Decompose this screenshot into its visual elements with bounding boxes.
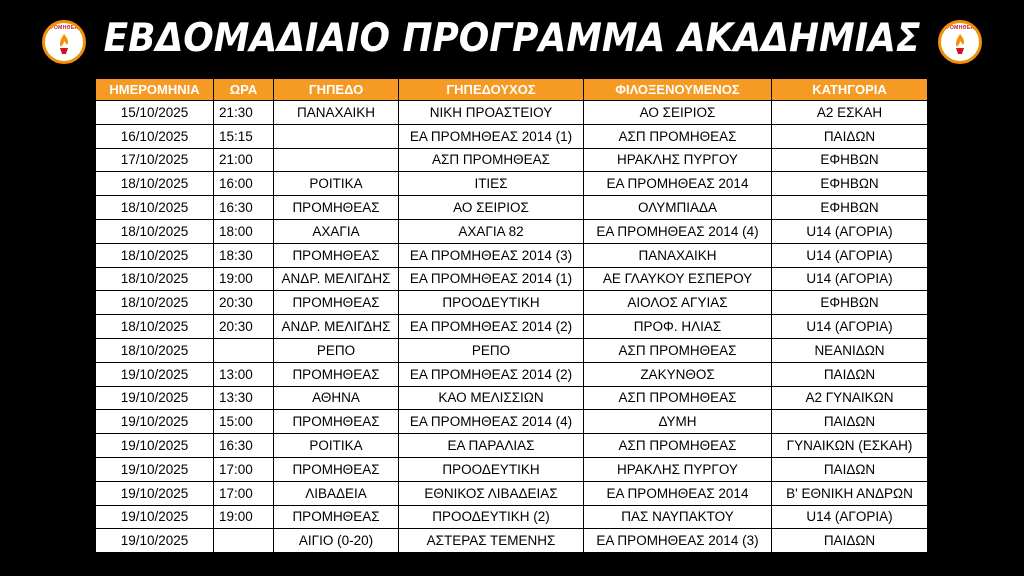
table-row <box>96 172 928 196</box>
table-row <box>96 124 928 148</box>
category-cell: ΠΑΙΔΩΝ <box>772 457 928 481</box>
home-team-cell: ΙΤΙΕΣ <box>399 172 584 196</box>
time-cell: 16:30 <box>214 196 274 220</box>
category-cell: ΕΦΗΒΩΝ <box>772 291 928 315</box>
away-team-cell: ΠΡΟΦ. ΗΛΙΑΣ <box>584 315 772 339</box>
away-team-cell: ΠΑΝΑΧΑΙΚΗ <box>584 243 772 267</box>
category-cell: Β' ΕΘΝΙΚΗ ΑΝΔΡΩΝ <box>772 481 928 505</box>
venue-cell: ΡΕΠΟ <box>274 338 399 362</box>
venue-cell <box>274 148 399 172</box>
category-cell: ΠΑΙΔΩΝ <box>772 124 928 148</box>
date-cell: 19/10/2025 <box>96 434 214 458</box>
home-team-cell: ΕΑ ΠΡΟΜΗΘΕΑΣ 2014 (2) <box>399 362 584 386</box>
date-cell: 18/10/2025 <box>96 267 214 291</box>
date-cell: 18/10/2025 <box>96 219 214 243</box>
table-row <box>96 362 928 386</box>
category-cell: Α2 ΓΥΝΑΙΚΩΝ <box>772 386 928 410</box>
away-team-cell: ΕΑ ΠΡΟΜΗΘΕΑΣ 2014 (3) <box>584 529 772 553</box>
away-team-cell: ΕΑ ΠΡΟΜΗΘΕΑΣ 2014 <box>584 481 772 505</box>
table-row <box>96 481 928 505</box>
table-row <box>96 267 928 291</box>
venue-cell: ΡΟΙΤΙΚΑ <box>274 434 399 458</box>
time-cell: 15:00 <box>214 410 274 434</box>
category-cell: Α2 ΕΣΚΑΗ <box>772 101 928 125</box>
table-row <box>96 196 928 220</box>
venue-cell: ΑΘΗΝΑ <box>274 386 399 410</box>
date-cell: 19/10/2025 <box>96 529 214 553</box>
date-cell: 16/10/2025 <box>96 124 214 148</box>
category-cell: U14 (ΑΓΟΡΙΑ) <box>772 315 928 339</box>
category-cell: ΕΦΗΒΩΝ <box>772 196 928 220</box>
table-row <box>96 457 928 481</box>
home-team-cell: ΕΑ ΠΡΟΜΗΘΕΑΣ 2014 (1) <box>399 267 584 291</box>
home-team-cell: ΕΑ ΠΑΡΑΛΙΑΣ <box>399 434 584 458</box>
venue-cell: ΠΑΝΑΧΑΙΚΗ <box>274 101 399 125</box>
date-cell: 19/10/2025 <box>96 457 214 481</box>
date-cell: 18/10/2025 <box>96 315 214 339</box>
column-header-time: ΩΡΑ <box>214 79 274 101</box>
date-cell: 18/10/2025 <box>96 338 214 362</box>
home-team-cell: ΡΕΠΟ <box>399 338 584 362</box>
date-cell: 15/10/2025 <box>96 101 214 125</box>
date-cell: 18/10/2025 <box>96 291 214 315</box>
home-team-cell: ΕΑ ΠΡΟΜΗΘΕΑΣ 2014 (2) <box>399 315 584 339</box>
flame-torch-icon <box>947 31 973 57</box>
home-team-cell: ΕΑ ΠΡΟΜΗΘΕΑΣ 2014 (1) <box>399 124 584 148</box>
time-cell: 20:30 <box>214 291 274 315</box>
logo-text: ΠΡΟΜΗΘΕΑΣ <box>46 25 82 31</box>
home-team-cell: ΠΡΟΟΔΕΥΤΙΚΗ <box>399 291 584 315</box>
date-cell: 19/10/2025 <box>96 410 214 434</box>
date-cell: 19/10/2025 <box>96 481 214 505</box>
table-row <box>96 505 928 529</box>
time-cell: 16:30 <box>214 434 274 458</box>
category-cell: ΓΥΝΑΙΚΩΝ (ΕΣΚΑΗ) <box>772 434 928 458</box>
home-team-cell: ΚΑΟ ΜΕΛΙΣΣΙΩΝ <box>399 386 584 410</box>
date-cell: 17/10/2025 <box>96 148 214 172</box>
away-team-cell: ΑΣΠ ΠΡΟΜΗΘΕΑΣ <box>584 338 772 362</box>
away-team-cell: ΔΥΜΗ <box>584 410 772 434</box>
home-team-cell: ΠΡΟΟΔΕΥΤΙΚΗ <box>399 457 584 481</box>
venue-cell: ΑΙΓΙΟ (0-20) <box>274 529 399 553</box>
away-team-cell: ΑΕ ΓΛΑΥΚΟΥ ΕΣΠΕΡΟΥ <box>584 267 772 291</box>
home-team-cell: ΕΑ ΠΡΟΜΗΘΕΑΣ 2014 (4) <box>399 410 584 434</box>
table-row <box>96 529 928 553</box>
date-cell: 19/10/2025 <box>96 362 214 386</box>
venue-cell: ΑΝΔΡ. ΜΕΛΙΓΔΗΣ <box>274 315 399 339</box>
time-cell: 21:30 <box>214 101 274 125</box>
table-row <box>96 243 928 267</box>
home-team-cell: ΑΧΑΓΙΑ 82 <box>399 219 584 243</box>
time-cell: 21:00 <box>214 148 274 172</box>
table-row <box>96 386 928 410</box>
venue-cell: ΠΡΟΜΗΘΕΑΣ <box>274 505 399 529</box>
away-team-cell: ΠΑΣ ΝΑΥΠΑΚΤΟΥ <box>584 505 772 529</box>
column-header-away: ΦΙΛΟΞΕΝΟΥΜΕΝΟΣ <box>584 79 772 101</box>
time-cell <box>214 529 274 553</box>
category-cell: U14 (ΑΓΟΡΙΑ) <box>772 243 928 267</box>
time-cell: 18:00 <box>214 219 274 243</box>
time-cell: 20:30 <box>214 315 274 339</box>
away-team-cell: ΑΣΠ ΠΡΟΜΗΘΕΑΣ <box>584 386 772 410</box>
home-team-cell: ΑΣΠ ΠΡΟΜΗΘΕΑΣ <box>399 148 584 172</box>
category-cell: ΕΦΗΒΩΝ <box>772 148 928 172</box>
table-row <box>96 410 928 434</box>
column-header-home: ΓΗΠΕΔΟΥΧΟΣ <box>399 79 584 101</box>
column-header-category: ΚΑΤΗΓΟΡΙΑ <box>772 79 928 101</box>
home-team-cell: ΑΟ ΣΕΙΡΙΟΣ <box>399 196 584 220</box>
venue-cell: ΠΡΟΜΗΘΕΑΣ <box>274 243 399 267</box>
home-team-cell: ΕΘΝΙΚΟΣ ΛΙΒΑΔΕΙΑΣ <box>399 481 584 505</box>
table-row <box>96 338 928 362</box>
time-cell: 17:00 <box>214 481 274 505</box>
category-cell: ΠΑΙΔΩΝ <box>772 529 928 553</box>
category-cell: U14 (ΑΓΟΡΙΑ) <box>772 505 928 529</box>
time-cell: 19:00 <box>214 505 274 529</box>
time-cell: 16:00 <box>214 172 274 196</box>
time-cell <box>214 338 274 362</box>
venue-cell: ΡΟΙΤΙΚΑ <box>274 172 399 196</box>
home-team-cell: ΑΣΤΕΡΑΣ ΤΕΜΕΝΗΣ <box>399 529 584 553</box>
time-cell: 15:15 <box>214 124 274 148</box>
away-team-cell: ΗΡΑΚΛΗΣ ΠΥΡΓΟΥ <box>584 457 772 481</box>
table-row <box>96 101 928 125</box>
away-team-cell: ΑΙΟΛΟΣ ΑΓΥΙΑΣ <box>584 291 772 315</box>
category-cell: U14 (ΑΓΟΡΙΑ) <box>772 219 928 243</box>
venue-cell: ΠΡΟΜΗΘΕΑΣ <box>274 291 399 315</box>
venue-cell: ΠΡΟΜΗΘΕΑΣ <box>274 410 399 434</box>
logo-text: ΠΡΟΜΗΘΕΑΣ <box>942 25 978 31</box>
table-row <box>96 219 928 243</box>
home-team-cell: ΕΑ ΠΡΟΜΗΘΕΑΣ 2014 (3) <box>399 243 584 267</box>
date-cell: 18/10/2025 <box>96 196 214 220</box>
away-team-cell: ΖΑΚΥΝΘΟΣ <box>584 362 772 386</box>
table-row <box>96 148 928 172</box>
away-team-cell: ΑΣΠ ΠΡΟΜΗΘΕΑΣ <box>584 124 772 148</box>
schedule-body <box>96 101 928 553</box>
table-row <box>96 315 928 339</box>
category-cell: ΕΦΗΒΩΝ <box>772 172 928 196</box>
venue-cell: ΑΧΑΓΙΑ <box>274 219 399 243</box>
date-cell: 18/10/2025 <box>96 172 214 196</box>
away-team-cell: ΕΑ ΠΡΟΜΗΘΕΑΣ 2014 (4) <box>584 219 772 243</box>
category-cell: ΠΑΙΔΩΝ <box>772 410 928 434</box>
home-team-cell: ΠΡΟΟΔΕΥΤΙΚΗ (2) <box>399 505 584 529</box>
category-cell: ΝΕΑΝΙΔΩΝ <box>772 338 928 362</box>
table-header-row <box>96 79 928 101</box>
category-cell: U14 (ΑΓΟΡΙΑ) <box>772 267 928 291</box>
away-team-cell: ΟΛΥΜΠΙΑΔΑ <box>584 196 772 220</box>
table-row <box>96 434 928 458</box>
table-row <box>96 291 928 315</box>
away-team-cell: ΑΣΠ ΠΡΟΜΗΘΕΑΣ <box>584 434 772 458</box>
date-cell: 19/10/2025 <box>96 386 214 410</box>
time-cell: 13:30 <box>214 386 274 410</box>
venue-cell <box>274 124 399 148</box>
category-cell: ΠΑΙΔΩΝ <box>772 362 928 386</box>
venue-cell: ΠΡΟΜΗΘΕΑΣ <box>274 362 399 386</box>
time-cell: 18:30 <box>214 243 274 267</box>
away-team-cell: ΑΟ ΣΕΙΡΙΟΣ <box>584 101 772 125</box>
club-logo-right <box>938 20 982 64</box>
schedule-table <box>95 78 928 553</box>
column-header-date: ΗΜΕΡΟΜΗΝΙΑ <box>96 79 214 101</box>
home-team-cell: ΝΙΚΗ ΠΡΟΑΣΤΕΙΟΥ <box>399 101 584 125</box>
venue-cell: ΠΡΟΜΗΘΕΑΣ <box>274 457 399 481</box>
date-cell: 18/10/2025 <box>96 243 214 267</box>
column-header-venue: ΓΗΠΕΔΟ <box>274 79 399 101</box>
venue-cell: ΛΙΒΑΔΕΙΑ <box>274 481 399 505</box>
date-cell: 19/10/2025 <box>96 505 214 529</box>
time-cell: 13:00 <box>214 362 274 386</box>
time-cell: 17:00 <box>214 457 274 481</box>
time-cell: 19:00 <box>214 267 274 291</box>
away-team-cell: ΕΑ ΠΡΟΜΗΘΕΑΣ 2014 <box>584 172 772 196</box>
away-team-cell: ΗΡΑΚΛΗΣ ΠΥΡΓΟΥ <box>584 148 772 172</box>
page-title: ΕΒΔΟΜΑΔΙΑΙΟ ΠΡΟΓΡΑΜΜΑ ΑΚΑΔΗΜΙΑΣ <box>103 16 921 61</box>
venue-cell: ΑΝΔΡ. ΜΕΛΙΓΔΗΣ <box>274 267 399 291</box>
venue-cell: ΠΡΟΜΗΘΕΑΣ <box>274 196 399 220</box>
